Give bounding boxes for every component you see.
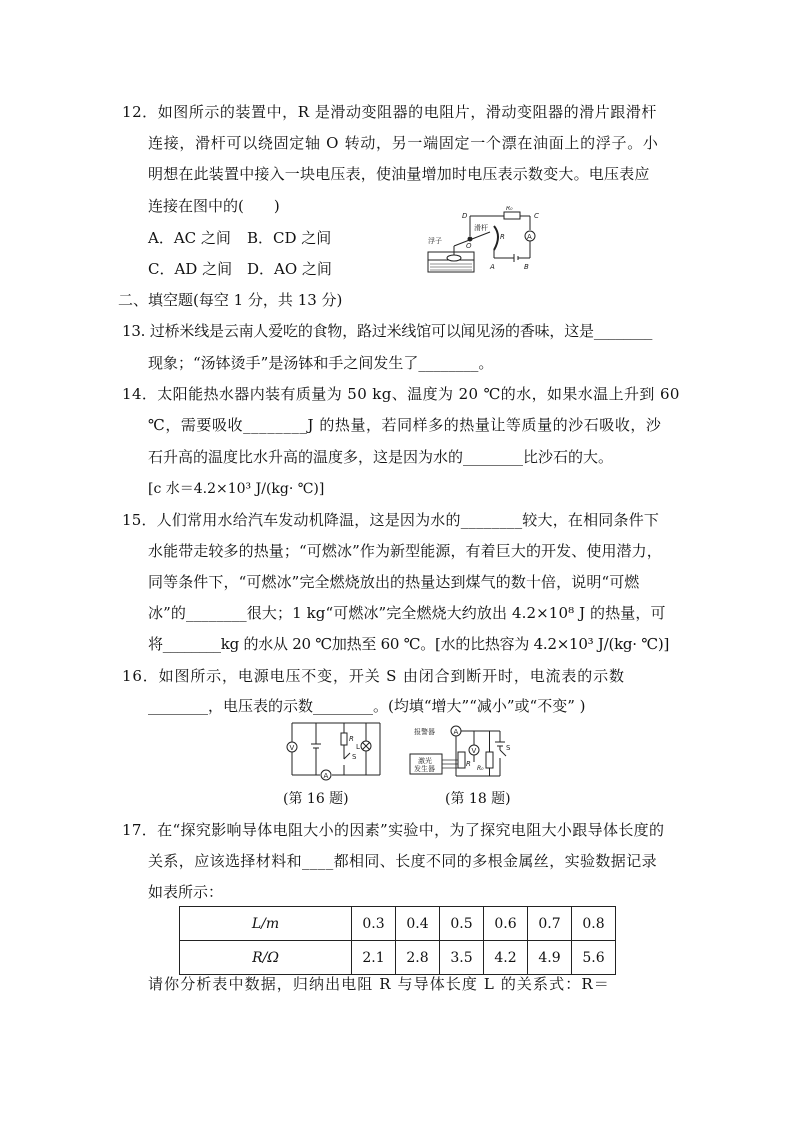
q16-fig-label-v: V: [289, 744, 295, 752]
q15-line-4: 冰”的________很大；1 kg“可燃冰”完全燃烧大约放出 4.2×10⁸ J 的热量，可: [148, 604, 666, 622]
q17-data-table: [179, 906, 616, 975]
q16-fig-label-a: A: [323, 772, 329, 780]
q18-fig-label-r: R: [466, 760, 471, 768]
table-cell: 0.4: [396, 907, 440, 941]
q13-line-2: 现象；“汤钵烫手”是汤钵和手之间发生了________。: [148, 354, 494, 372]
q16-circuit-figure: [286, 719, 386, 781]
q12-option-d: D．AO 之间: [247, 260, 332, 278]
q17-line-2: 关系，应该选择材料和____都相同、长度不同的多根金属丝，实验数据记录: [148, 852, 658, 870]
q12-option-b: B．CD 之间: [247, 229, 332, 247]
q12-option-a: A．AC 之间: [148, 229, 231, 247]
table-row: [180, 907, 616, 941]
q17-line-1: 17．在“探究影响导体电阻大小的因素”实验中，为了探究电阻大小跟导体长度的: [122, 821, 665, 839]
q18-circuit-figure: [408, 722, 518, 784]
section-heading-fill-in: 二、填空题(每空 1 分，共 13 分): [118, 291, 343, 309]
table-row: [180, 941, 616, 975]
q12-fig-label-a: A: [490, 263, 495, 271]
q18-fig-label-v: V: [471, 747, 477, 755]
q12-line-2: 连接，滑杆可以绕固定轴 O 转动，另一端固定一个漂在油面上的浮子。小: [148, 134, 659, 152]
table-cell: 0.6: [484, 907, 528, 941]
q15-line-1: 15．人们常用水给汽车发动机降温，这是因为水的________较大，在相同条件下: [122, 511, 660, 529]
table-cell: 0.5: [440, 907, 484, 941]
q16-fig-label-s: S: [352, 753, 357, 761]
q15-line-3: 同等条件下，“可燃冰”完全燃烧放出的热量达到煤气的数十倍，说明“可燃: [148, 573, 640, 591]
q12-fig-label-rod: 滑杆: [474, 224, 488, 232]
q13-line-1: 13. 过桥米线是云南人爱吃的食物，路过米线馆可以闻见汤的香味，这是________: [122, 322, 653, 340]
q18-fig-label-laser-2: 发生器: [414, 765, 435, 773]
table-header-length: L/m: [180, 907, 352, 941]
q12-fig-label-float: 浮子: [428, 237, 442, 245]
table-cell: 4.9: [528, 941, 572, 975]
q12-oil-level-figure: [424, 206, 554, 276]
q14-line-1: 14．太阳能热水器内装有质量为 50 kg、温度为 20 ℃的水，如果水温上升到 60: [122, 385, 680, 403]
table-cell: 0.3: [352, 907, 396, 941]
q12-fig-label-c: C: [534, 212, 539, 220]
q16-line-1: 16．如图所示，电源电压不变，开关 S 由闭合到断开时，电流表的示数: [122, 667, 625, 685]
table-cell: 0.7: [528, 907, 572, 941]
q16-fig-label-l: L: [356, 743, 360, 751]
q16-line-2: ________，电压表的示数________。(均填“增大”“减小”或“不变” ): [148, 697, 586, 715]
q12-fig-label-b: B: [524, 263, 529, 271]
q18-fig-label-s: S: [506, 744, 511, 752]
q17-line-3: 如表所示：: [148, 883, 224, 901]
table-header-resistance: R/Ω: [180, 941, 352, 975]
q17-line-4: 请你分析表中数据，归纳出电阻 R 与导体长度 L 的关系式：R＝: [148, 975, 610, 993]
q12-option-c: C．AD 之间: [148, 260, 233, 278]
q12-fig-label-ammeter: A: [527, 233, 532, 241]
q14-line-4: [c 水＝4.2×10³ J/(kg· ℃)]: [148, 481, 325, 497]
table-cell: 4.2: [484, 941, 528, 975]
q12-fig-label-r: R: [500, 233, 505, 241]
q18-fig-label-a: A: [453, 728, 459, 736]
q12-line-4: 连接在图中的( ): [148, 197, 280, 215]
table-cell: 5.6: [572, 941, 616, 975]
q16-fig-label-r: R: [349, 735, 354, 743]
table-cell: 0.8: [572, 907, 616, 941]
q12-fig-label-r0: R₀: [506, 206, 513, 212]
q14-line-3: 石升高的温度比水升高的温度多，这是因为水的________比沙石的大。: [148, 448, 614, 466]
q15-line-5: 将________kg 的水从 20 ℃加热至 60 ℃。[水的比热容为 4.2×10³ J/(kg· ℃)]: [148, 635, 670, 653]
q16-figure-caption: (第 16 题): [283, 791, 349, 807]
table-cell: 3.5: [440, 941, 484, 975]
table-cell: 2.1: [352, 941, 396, 975]
q12-line-1: 12．如图所示的装置中，R 是滑动变阻器的电阻片，滑动变阻器的滑片跟滑杆: [122, 103, 657, 121]
q12-line-3: 明想在此装置中接入一块电压表，使油量增加时电压表示数变大。电压表应: [148, 165, 650, 183]
q18-fig-label-alarm: 报警器: [414, 728, 435, 736]
q12-fig-label-o: O: [466, 242, 472, 250]
q18-figure-caption: (第 18 题): [445, 791, 511, 807]
q14-line-2: ℃，需要吸收________J 的热量，若同样多的热量让等质量的沙石吸收，沙: [148, 416, 662, 434]
q18-fig-label-r0: R₀: [477, 765, 484, 772]
q15-line-2: 水能带走较多的热量；“可燃冰”作为新型能源，有着巨大的开发、使用潜力，: [148, 542, 662, 560]
table-cell: 2.8: [396, 941, 440, 975]
q18-fig-label-laser-1: 激光: [418, 757, 432, 765]
q12-fig-label-d: D: [462, 212, 468, 220]
